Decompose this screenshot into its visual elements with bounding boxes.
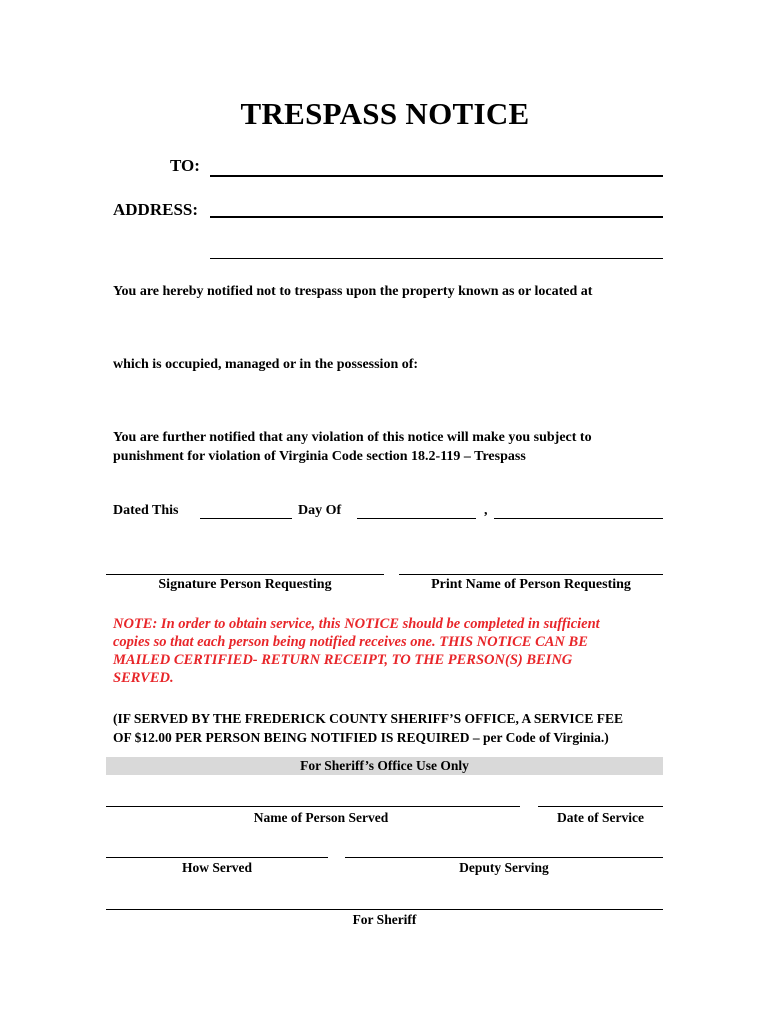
- notice-text-2: which is occupied, managed or in the possession of:: [113, 357, 419, 372]
- note-line-2: copies so that each person being notified receives one. THIS NOTICE CAN BE: [113, 634, 588, 650]
- deputy-serving-label: Deputy Serving: [459, 860, 549, 875]
- further-text-1: You are further notified that any violation of this notice will make you subject to: [113, 430, 592, 445]
- fee-line-2: OF $12.00 PER PERSON BEING NOTIFIED IS REQUIRED – per Code of Virginia.): [113, 730, 609, 745]
- dated-this-label: Dated This: [113, 503, 179, 518]
- name-served-label: Name of Person Served: [253, 810, 389, 825]
- print-name-line[interactable]: [399, 574, 663, 575]
- name-served-line[interactable]: [106, 806, 520, 807]
- to-field[interactable]: [210, 175, 663, 177]
- date-service-line[interactable]: [538, 806, 663, 807]
- date-service-label: Date of Service: [557, 810, 644, 825]
- to-label: TO:: [170, 156, 200, 175]
- sheriff-section-header: For Sheriff’s Office Use Only: [106, 757, 663, 775]
- address-field-line1[interactable]: [210, 216, 663, 218]
- for-sheriff-label: For Sheriff: [352, 912, 417, 927]
- notice-text-1: You are hereby notified not to trespass upon the property known as or located at: [113, 284, 593, 299]
- day-of-label: Day Of: [298, 503, 342, 518]
- address-label: ADDRESS:: [113, 200, 199, 219]
- fee-line-1: (IF SERVED BY THE FREDERICK COUNTY SHERIFF’S OFFICE, A SERVICE FEE: [113, 711, 624, 726]
- note-line-4: SERVED.: [113, 670, 174, 686]
- signature-line[interactable]: [106, 574, 384, 575]
- note-line-1: NOTE: In order to obtain service, this NOTICE should be completed in sufficient: [113, 616, 600, 632]
- address-field-line2[interactable]: [210, 258, 663, 259]
- page-title: TRESPASS NOTICE: [240, 96, 530, 131]
- comma-separator: ,: [484, 503, 488, 518]
- dated-year-field[interactable]: [494, 518, 663, 519]
- for-sheriff-line[interactable]: [106, 909, 663, 910]
- deputy-line[interactable]: [345, 857, 663, 858]
- signature-label: Signature Person Requesting: [158, 577, 332, 592]
- print-name-label: Print Name of Person Requesting: [431, 577, 631, 592]
- how-served-line[interactable]: [106, 857, 328, 858]
- how-served-label: How Served: [181, 860, 253, 875]
- service-note: [113, 615, 673, 687]
- dated-month-field[interactable]: [357, 518, 476, 519]
- note-line-3: MAILED CERTIFIED- RETURN RECEIPT, TO THE PERSON(S) BEING: [113, 652, 573, 668]
- dated-day-field[interactable]: [200, 518, 292, 519]
- further-text-2: punishment for violation of Virginia Code section 18.2-119 – Trespass: [113, 449, 526, 464]
- fee-text: [113, 709, 623, 747]
